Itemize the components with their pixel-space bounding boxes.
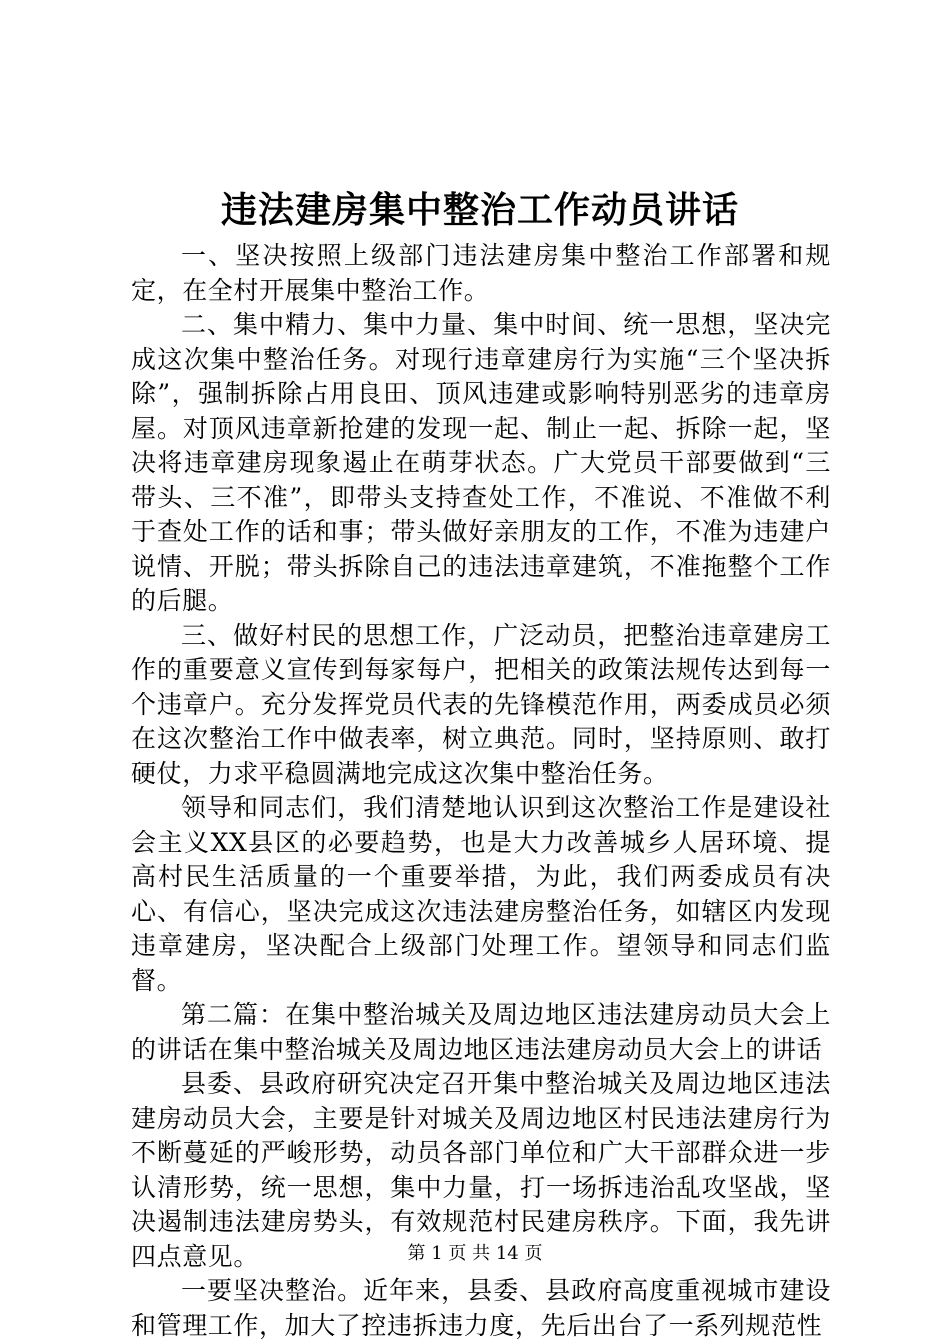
document-body — [131, 239, 831, 1343]
paragraph: 领导和同志们，我们清楚地认识到这次整治工作是建设社会主义XX县区的必要趋势，也是大力改善城乡人居环境、提高村民生活质量的一个重要举措，为此，我们两委成员有决心、有信心，坚决完成这次违法建房整治任务，如辖区内发现违章建房，坚决配合上级部门处理工作。望领导和同志们监督。 — [131, 793, 831, 995]
paragraph: 一要坚决整治。近年来，县委、县政府高度重视城市建设和管理工作，加大了控违拆违力度，先后出台了一系列规范性 — [131, 1276, 831, 1340]
paragraph: 三、做好村民的思想工作，广泛动员，把整治违章建房工作的重要意义宣传到每家每户，把相关的政策法规传达到每一个违章户。充分发挥党员代表的先锋模范作用，两委成员必须在这次整治工作中做表率，树立典范。同时，坚持原则、敢打硬仗，力求平稳圆满地完成这次集中整治任务。 — [131, 620, 831, 788]
paragraph: 一、坚决按照上级部门违法建房集中整治工作部署和规定，在全村开展集中整治工作。 — [131, 241, 831, 305]
paragraph: 县委、县政府研究决定召开集中整治城关及周边地区违法建房动员大会，主要是针对城关及周边地区村民违法建房行为不断蔓延的严峻形势，动员各部门单位和广大干部群众进一步认清形势，统一思想，集中力量，打一场拆违治乱攻坚战，坚决遏制违法建房势头，有效规范村民建房秩序。下面，我先讲四点意见。 — [131, 1069, 831, 1271]
page-number-footer: 第 1 页 共 14 页 — [407, 1243, 543, 1264]
paragraph: 第二篇：在集中整治城关及周边地区违法建房动员大会上的讲话在集中整治城关及周边地区违法建房动员大会上的讲话 — [131, 1000, 831, 1064]
document-title: 违法建房集中整治工作动员讲话 — [220, 189, 739, 231]
paragraph: 二、集中精力、集中力量、集中时间、统一思想，坚决完成这次集中整治任务。对现行违章建房行为实施“三个坚决拆除”，强制拆除占用良田、顶风违建或影响特别恶劣的违章房屋。对顶风违章新抢建的发现一起、制止一起、拆除一起，坚决将违章建房现象遏止在萌芽状态。广大党员干部要做到“三带头、三不准”，即带头支持查处工作，不准说、不准做不利于查处工作的话和事；带头做好亲朋友的工作，不准为违建户说情、开脱；带头拆除自己的违法违章建筑，不准拖整个工作的后腿。 — [131, 310, 831, 615]
